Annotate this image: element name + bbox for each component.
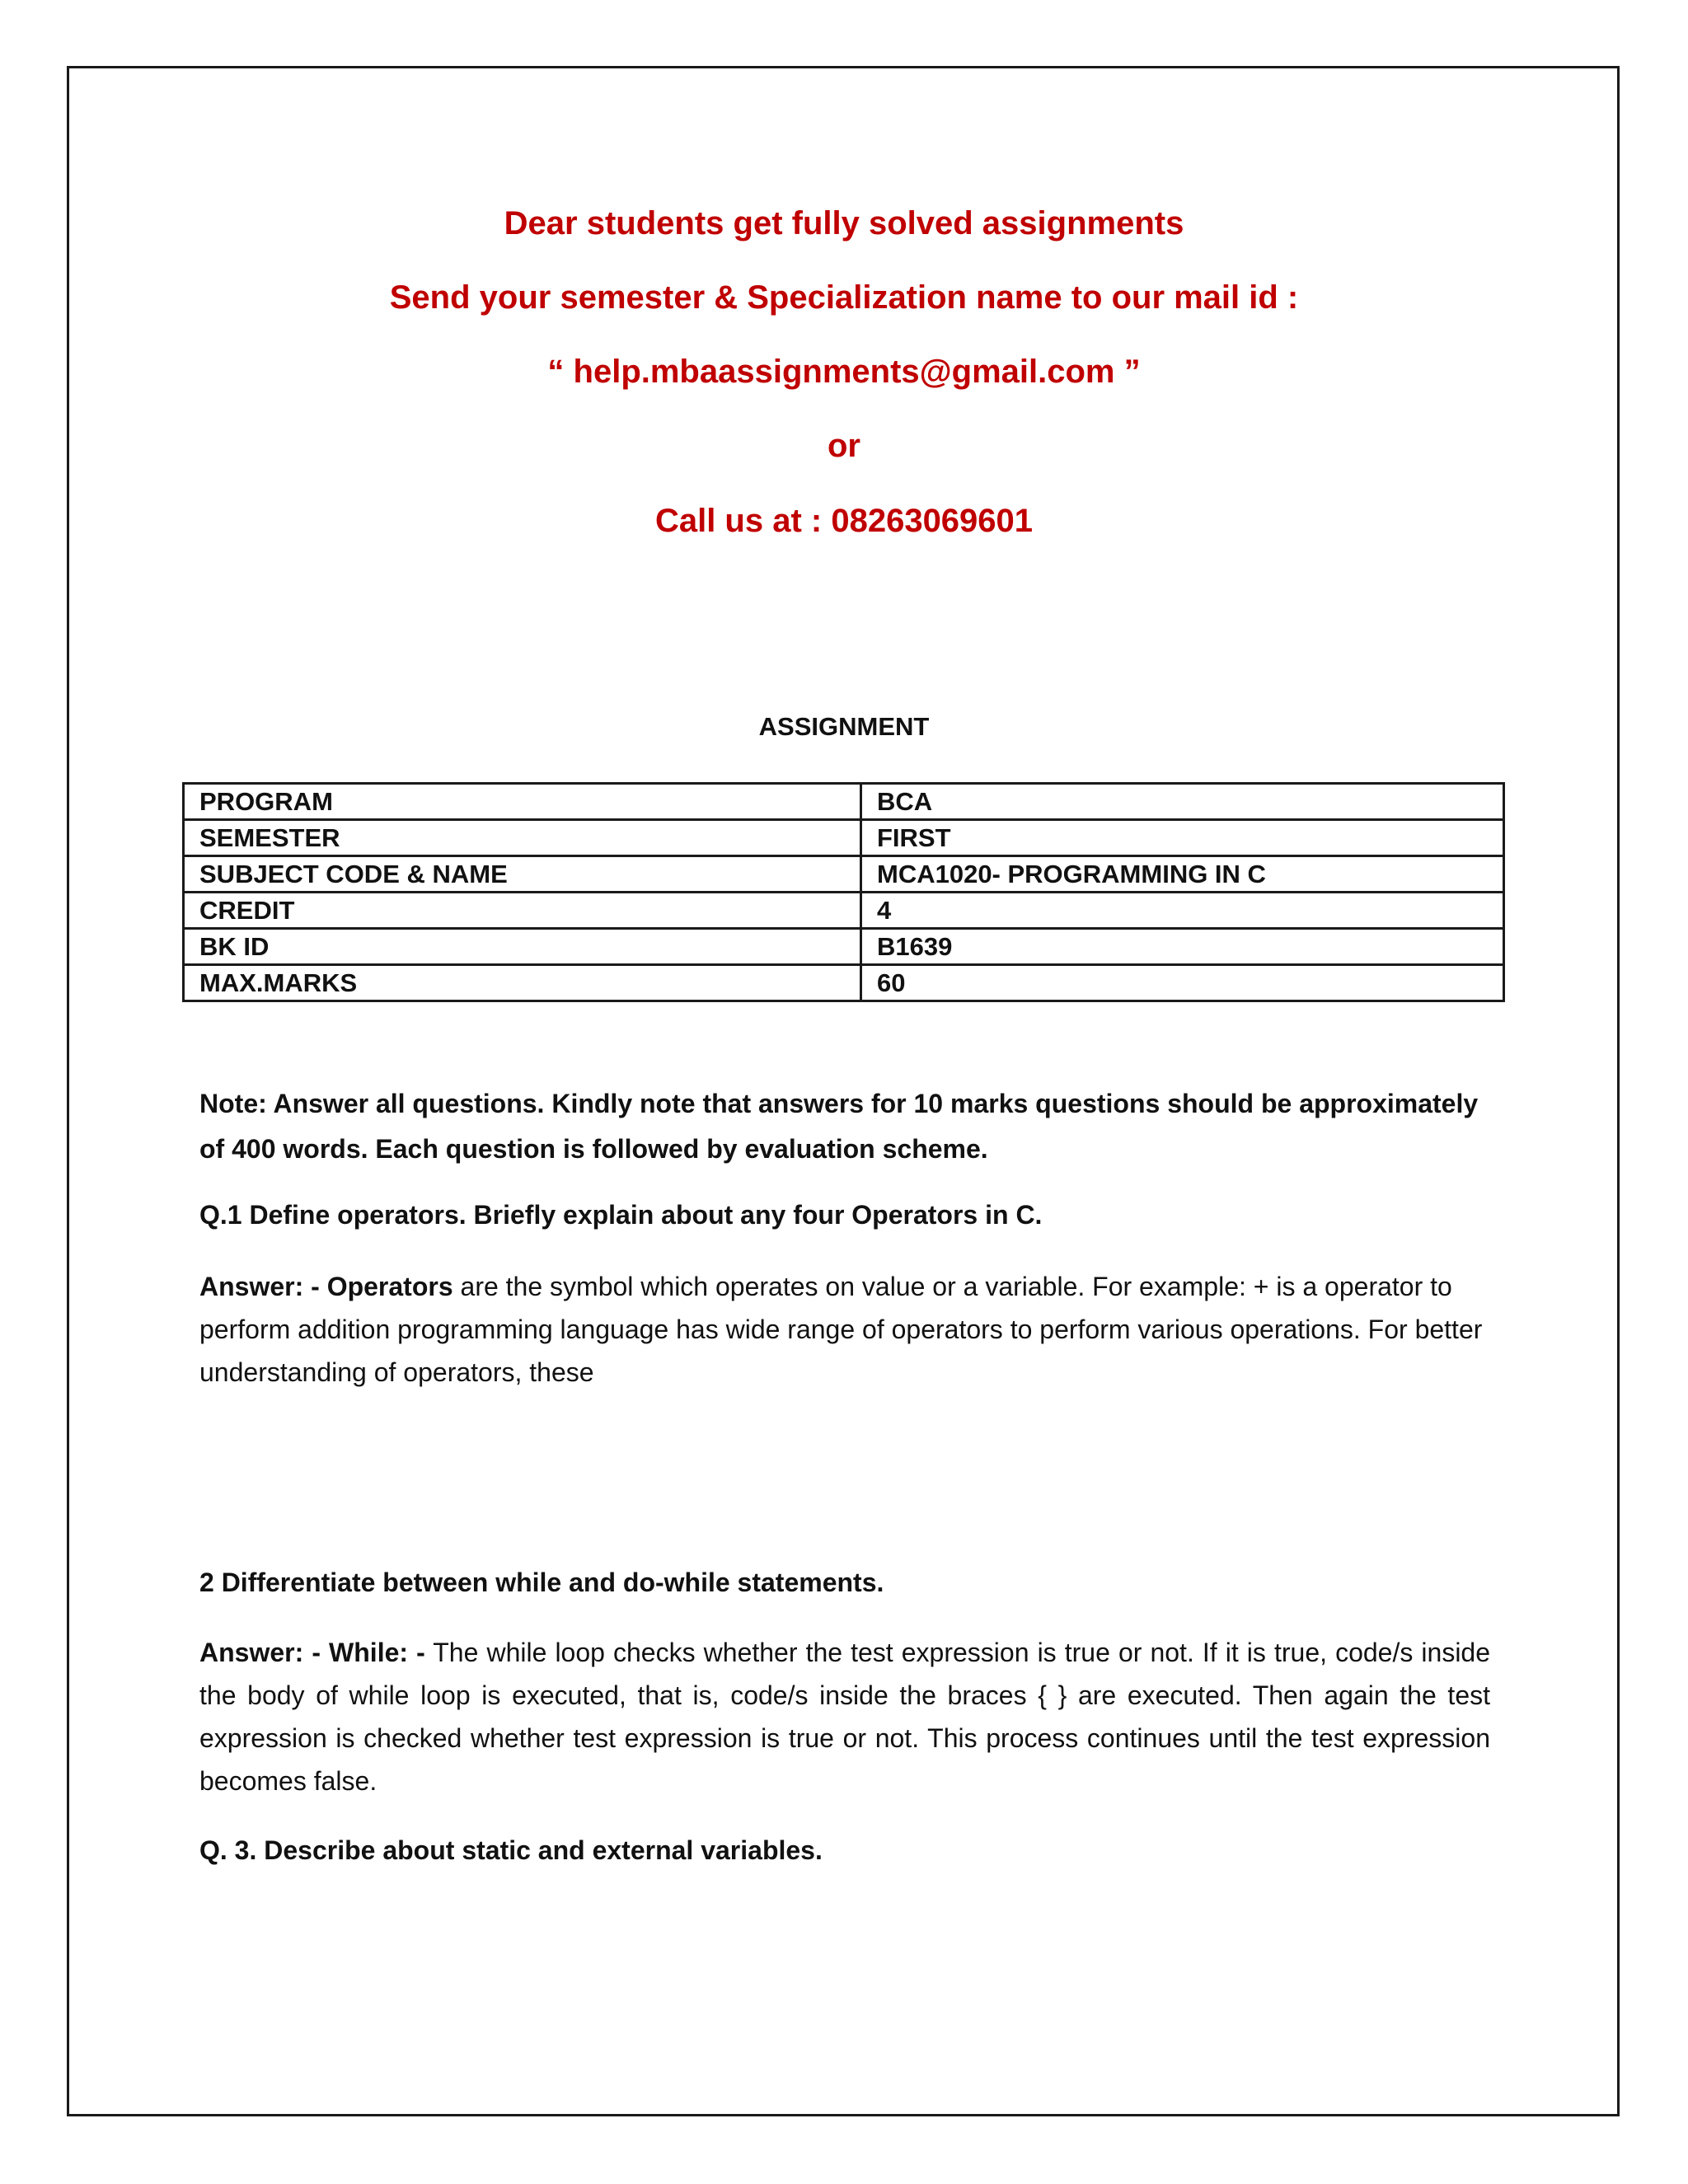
table-row (184, 893, 1504, 929)
table-value-cell: FIRST (861, 820, 1504, 856)
question-2: 2 Differentiate between while and do-while statements. (199, 1568, 884, 1597)
table-value-cell: 4 (861, 893, 1504, 929)
answer-2-label: Answer: - (199, 1638, 330, 1667)
table-key-cell: SUBJECT CODE & NAME (184, 856, 861, 893)
table-key-cell: CREDIT (184, 893, 861, 929)
table-row (184, 784, 1504, 820)
answer-2 (199, 1631, 1490, 1802)
table-value-cell: 60 (861, 965, 1504, 1001)
answer-1-text: are the symbol which operates on value or a variable. For example: + is a operator to perform addition programming language has wide range of operators to perform various operations. For better understanding of operators, these (199, 1272, 1483, 1387)
promo-line-phone: Call us at : 08263069601 (654, 503, 1034, 539)
question-3: Q. 3. Describe about static and external variables. (199, 1835, 823, 1865)
table-key-cell: SEMESTER (184, 820, 861, 856)
promo-line-offer: Dear students get fully solved assignments (504, 205, 1184, 241)
table-row (184, 965, 1504, 1001)
table-row (184, 820, 1504, 856)
table-row (184, 929, 1504, 965)
table-row (184, 856, 1504, 893)
answer-2-text: The while loop checks whether the test expression is true or not. If it is true, code/s inside the body of while loop is executed, that is, code/s inside the braces { } are executed. Then again the test expression is checked whether test expression is true or not. This process continues until the test expression becomes false. (199, 1638, 1491, 1796)
promo-line-instructions: Send your semester & Specialization name to our mail id : (389, 279, 1299, 316)
table-value-cell: B1639 (861, 929, 1504, 965)
table-key-cell: BK ID (184, 929, 861, 965)
answer-1-label: Answer: - (199, 1272, 327, 1301)
answer-2-term: While: - (329, 1638, 425, 1667)
promo-line-email: “ help.mbaassignments@gmail.com ” (547, 354, 1141, 390)
promo-line-or: or (828, 428, 860, 464)
assignment-heading: ASSIGNMENT (758, 712, 930, 741)
table-value-cell: MCA1020- PROGRAMMING IN C (861, 856, 1504, 893)
answer-1 (199, 1265, 1490, 1394)
table-value-cell: BCA (861, 784, 1504, 820)
note-paragraph: Note: Answer all questions. Kindly note that answers for 10 marks questions should be approximately of 400 words. Each question is followed by evaluation scheme. (199, 1089, 1479, 1164)
table-key-cell: PROGRAM (184, 784, 861, 820)
answer-1-term: Operators (326, 1272, 453, 1301)
table-key-cell: MAX.MARKS (184, 965, 861, 1001)
question-1: Q.1 Define operators. Briefly explain about any four Operators in C. (199, 1200, 1043, 1230)
assignment-info-table (182, 782, 1505, 1002)
